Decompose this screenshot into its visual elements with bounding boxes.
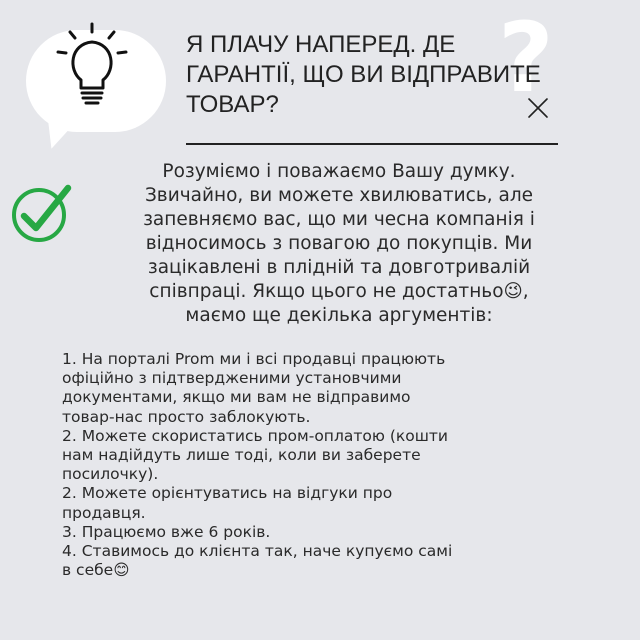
arguments-list — [62, 350, 582, 580]
title-divider — [186, 143, 558, 145]
argument-item: 4. Ставимось до клієнта так, наче купуємо самі в себе😊 — [62, 542, 453, 580]
close-x-icon[interactable] — [526, 96, 550, 120]
speech-bubble-tail — [42, 110, 83, 153]
page-title: Я ПЛАЧУ НАПЕРЕД. ДЕ ГАРАНТІЇ, ЩО ВИ ВІДПРАВИТЕ ТОВАР? — [186, 31, 541, 118]
argument-item: 2. Можете орієнтуватись на відгуки про продавця. — [62, 484, 393, 522]
question-mark-decoration: ? — [498, 2, 554, 114]
argument-item: 2. Можете скористатись пром-оплатою (кошти нам надійдуть лише тоді, коли ви заберете посилочку). — [62, 426, 449, 484]
checkmark-icon — [8, 180, 74, 246]
lightbulb-icon — [48, 20, 136, 108]
argument-item: 3. Працюємо вже 6 років. — [62, 522, 271, 541]
argument-item: 1. На порталі Prom ми і всі продавці працюють офіційно з підтвердженими установчими документами, якщо ми вам не відправимо товар-нас просто заблокують. — [62, 350, 446, 426]
intro-paragraph: Розуміємо і поважаємо Вашу думку. Звичайно, ви можете хвилюватись, але запевняємо вас, що ми чесна компанія і відносимось з повагою до покупців. Ми зацікавлені в плідній та довготривалій співпраці. Якщо цього не достатньо😉, маємо ще декілька аргументів: — [143, 161, 535, 326]
